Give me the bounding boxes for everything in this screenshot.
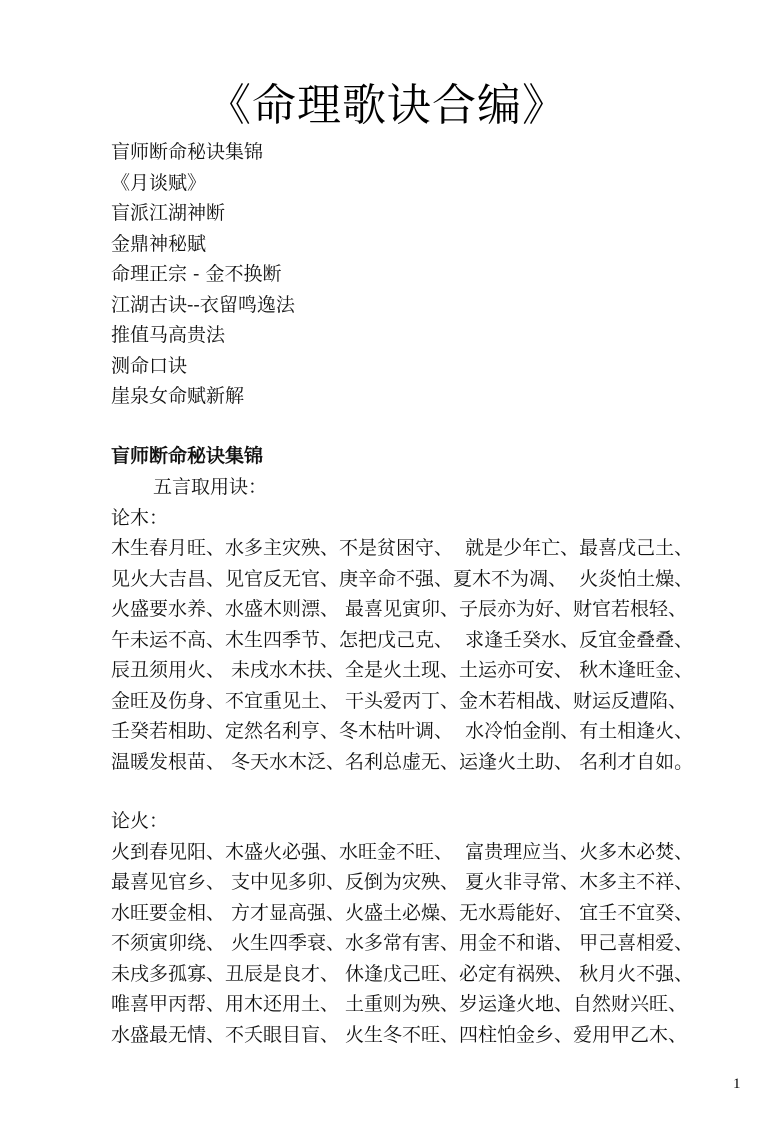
toc-item: 测命口诀	[111, 354, 188, 377]
toc-item: 盲师断命秘诀集锦	[111, 141, 264, 163]
verse-line: 壬癸若相助、定然名利亨、冬木枯叶调、 水冷怕金削、有土相逢火、	[111, 720, 694, 742]
toc-item: 江湖古诀--衣留鸣逸法	[111, 293, 295, 316]
verse-line: 水盛最无情、不夭眼目盲、 火生冬不旺、四柱怕金乡、爱用甲乙木、	[111, 1023, 688, 1046]
subsection-label: 五言取用诀：	[153, 476, 268, 498]
fire-section	[111, 806, 751, 1050]
verse-line: 木生春月旺、水多主灾殃、不是贫困守、 就是少年亡、最喜戊己土、	[111, 537, 694, 559]
toc-item: 盲派江湖神断	[111, 202, 226, 224]
section-heading: 盲师断命秘诀集锦	[111, 445, 264, 467]
toc-item: 《月谈赋》	[111, 171, 207, 194]
toc-item: 崖泉女命赋新解	[111, 385, 245, 407]
toc-item: 命理正宗 - 金不换断	[111, 263, 282, 285]
verse-line: 午未运不高、木生四季节、怎把戊己克、 求逢壬癸水、反宜金叠叠、	[111, 628, 694, 651]
document-title: 《命理歌诀合编》	[207, 80, 567, 131]
page-number: 1	[733, 1076, 741, 1092]
verse-line: 辰丑须用火、 未戌水木扶、全是火土现、土运亦可安、 秋木逢旺金、	[111, 659, 694, 681]
verse-line: 火盛要水养、水盛木则漂、 最喜见寅卯、子辰亦为好、财官若根轻、	[111, 598, 688, 620]
table-of-contents	[111, 137, 295, 412]
verse-line: 金旺及伤身、不宜重见土、 干头爱丙丁、金木若相战、财运反遭陷、	[111, 689, 688, 712]
verse-line: 不须寅卯绕、 火生四季衰、水多常有害、用金不和谐、 甲己喜相爱、	[111, 932, 694, 954]
verse-line: 水旺要金相、 方才显高强、火盛土必燥、无水焉能好、 宜壬不宜癸、	[111, 901, 694, 924]
toc-item: 金鼎神秘賦	[111, 232, 207, 255]
toc-item: 推值马高贵法	[111, 324, 226, 346]
wood-section	[111, 472, 751, 777]
wood-label: 论木：	[111, 506, 169, 529]
fire-label: 论火：	[111, 810, 169, 832]
verse-line: 火到春见阳、木盛火必强、水旺金不旺、 富贵理应当、火多木必焚、	[111, 840, 694, 863]
verse-line: 唯喜甲丙帮、用木还用土、 土重则为殃、岁运逢火地、自然财兴旺、	[111, 993, 688, 1015]
verse-line: 最喜见官乡、 支中见多卯、反倒为灾殃、 夏火非寻常、木多主不祥、	[111, 871, 694, 893]
verse-line: 温暖发根苗、 冬天水木泛、名利总虚无、运逢火土助、 名利才自如。	[111, 750, 694, 773]
verse-line: 未戌多孤寡、丑辰是良才、 休逢戊己旺、必定有祸殃、 秋月火不强、	[111, 962, 694, 985]
verse-line: 见火大吉昌、见官反无官、庚辛命不强、夏木不为凋、 火炎怕土燥、	[111, 567, 694, 590]
